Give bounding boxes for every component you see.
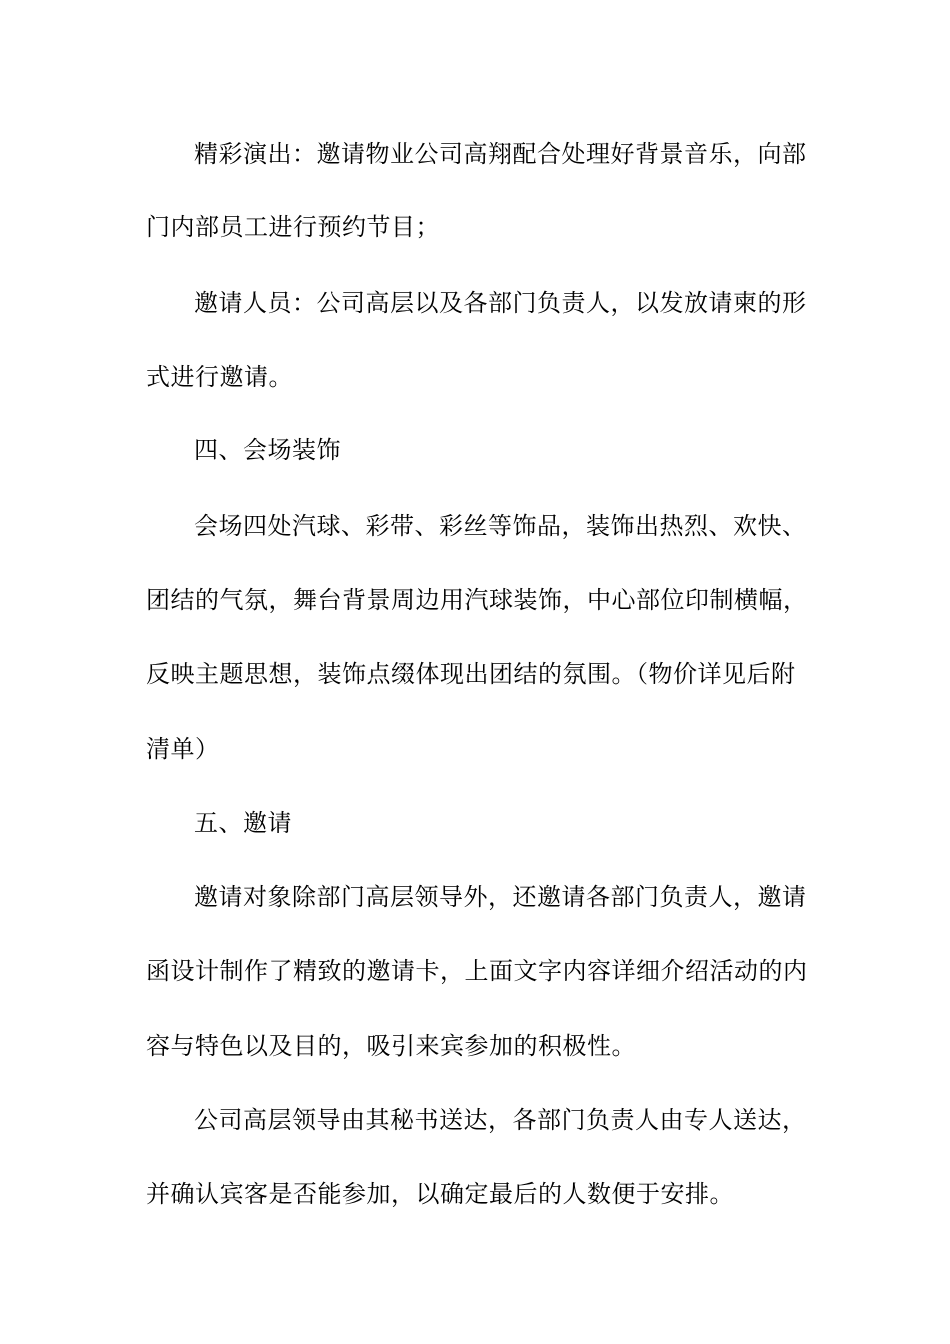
paragraph-delivery-line-2: 并确认宾客是否能参加，以确定最后的人数便于安排。 xyxy=(146,1180,734,1208)
paragraph-invitation-line-1: 邀请对象除部门高层领导外，还邀请各部门负责人，邀请 xyxy=(194,883,807,911)
paragraph-decoration-line-1: 会场四处汽球、彩带、彩丝等饰品，装饰出热烈、欢快、 xyxy=(194,512,807,540)
paragraph-delivery-line-1: 公司高层领导由其秘书送达，各部门负责人由专人送达， xyxy=(194,1106,807,1134)
section-heading-invitation: 五、邀请 xyxy=(194,809,292,837)
paragraph-invitation-line-3: 容与特色以及目的，吸引来宾参加的积极性。 xyxy=(146,1032,636,1060)
paragraph-decoration-line-4: 清单） xyxy=(146,735,220,763)
section-heading-venue-decoration: 四、会场装饰 xyxy=(194,436,341,464)
paragraph-invitation-line-2: 函设计制作了精致的邀请卡，上面文字内容详细介绍活动的内 xyxy=(146,957,808,985)
paragraph-invitees-line-2: 式进行邀请。 xyxy=(146,363,293,391)
paragraph-decoration-line-2: 团结的气氛，舞台背景周边用汽球装饰，中心部位印制横幅， xyxy=(146,586,808,614)
paragraph-decoration-line-3: 反映主题思想，装饰点缀体现出团结的氛围。（物价详见后附 xyxy=(146,660,796,688)
paragraph-performance-line-1: 精彩演出：邀请物业公司高翔配合处理好背景音乐，向部 xyxy=(194,140,807,168)
paragraph-invitees-line-1: 邀请人员：公司高层以及各部门负责人，以发放请柬的形 xyxy=(194,289,807,317)
paragraph-performance-line-2: 门内部员工进行预约节目； xyxy=(146,213,440,241)
